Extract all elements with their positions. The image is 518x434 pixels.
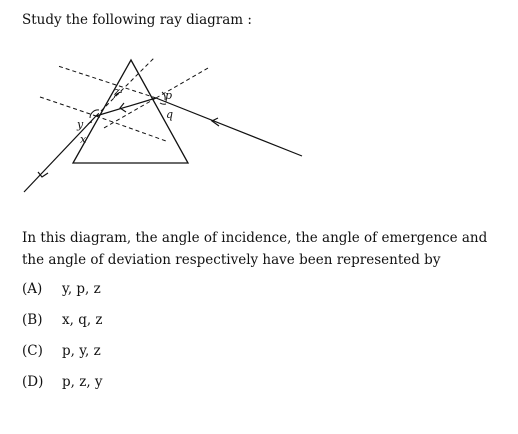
option-d-text: p, z, y bbox=[62, 374, 103, 390]
option-b-label: (B) bbox=[22, 312, 43, 328]
label-p: p bbox=[165, 89, 173, 102]
label-y: y bbox=[77, 118, 84, 131]
incident-ray bbox=[156, 98, 302, 156]
normal-left-lower bbox=[96, 116, 166, 141]
question-stem: In this diagram, the angle of incidence, the angle of emergence and the angle of deviation respectively have been represented by bbox=[22, 230, 488, 268]
option-b[interactable] bbox=[22, 312, 103, 328]
angle-arc-x bbox=[88, 122, 92, 124]
option-c-text: p, y, z bbox=[62, 343, 101, 359]
normal-left-upper bbox=[40, 97, 96, 116]
option-a[interactable] bbox=[22, 281, 101, 297]
option-c[interactable] bbox=[22, 343, 101, 359]
option-a-text: y, p, z bbox=[62, 281, 101, 297]
normal-right-lower bbox=[104, 98, 156, 128]
option-a-label: (A) bbox=[22, 281, 43, 297]
option-d-label: (D) bbox=[22, 374, 44, 390]
question-heading: Study the following ray diagram : bbox=[22, 12, 252, 28]
label-z: z bbox=[114, 85, 120, 98]
emergent-ray bbox=[24, 116, 96, 192]
angle-arc-q bbox=[160, 103, 166, 104]
option-d[interactable] bbox=[22, 374, 103, 390]
option-b-text: x, q, z bbox=[62, 312, 103, 328]
label-q: q bbox=[166, 108, 174, 121]
option-c-label: (C) bbox=[22, 343, 43, 359]
label-x: x bbox=[80, 133, 87, 146]
